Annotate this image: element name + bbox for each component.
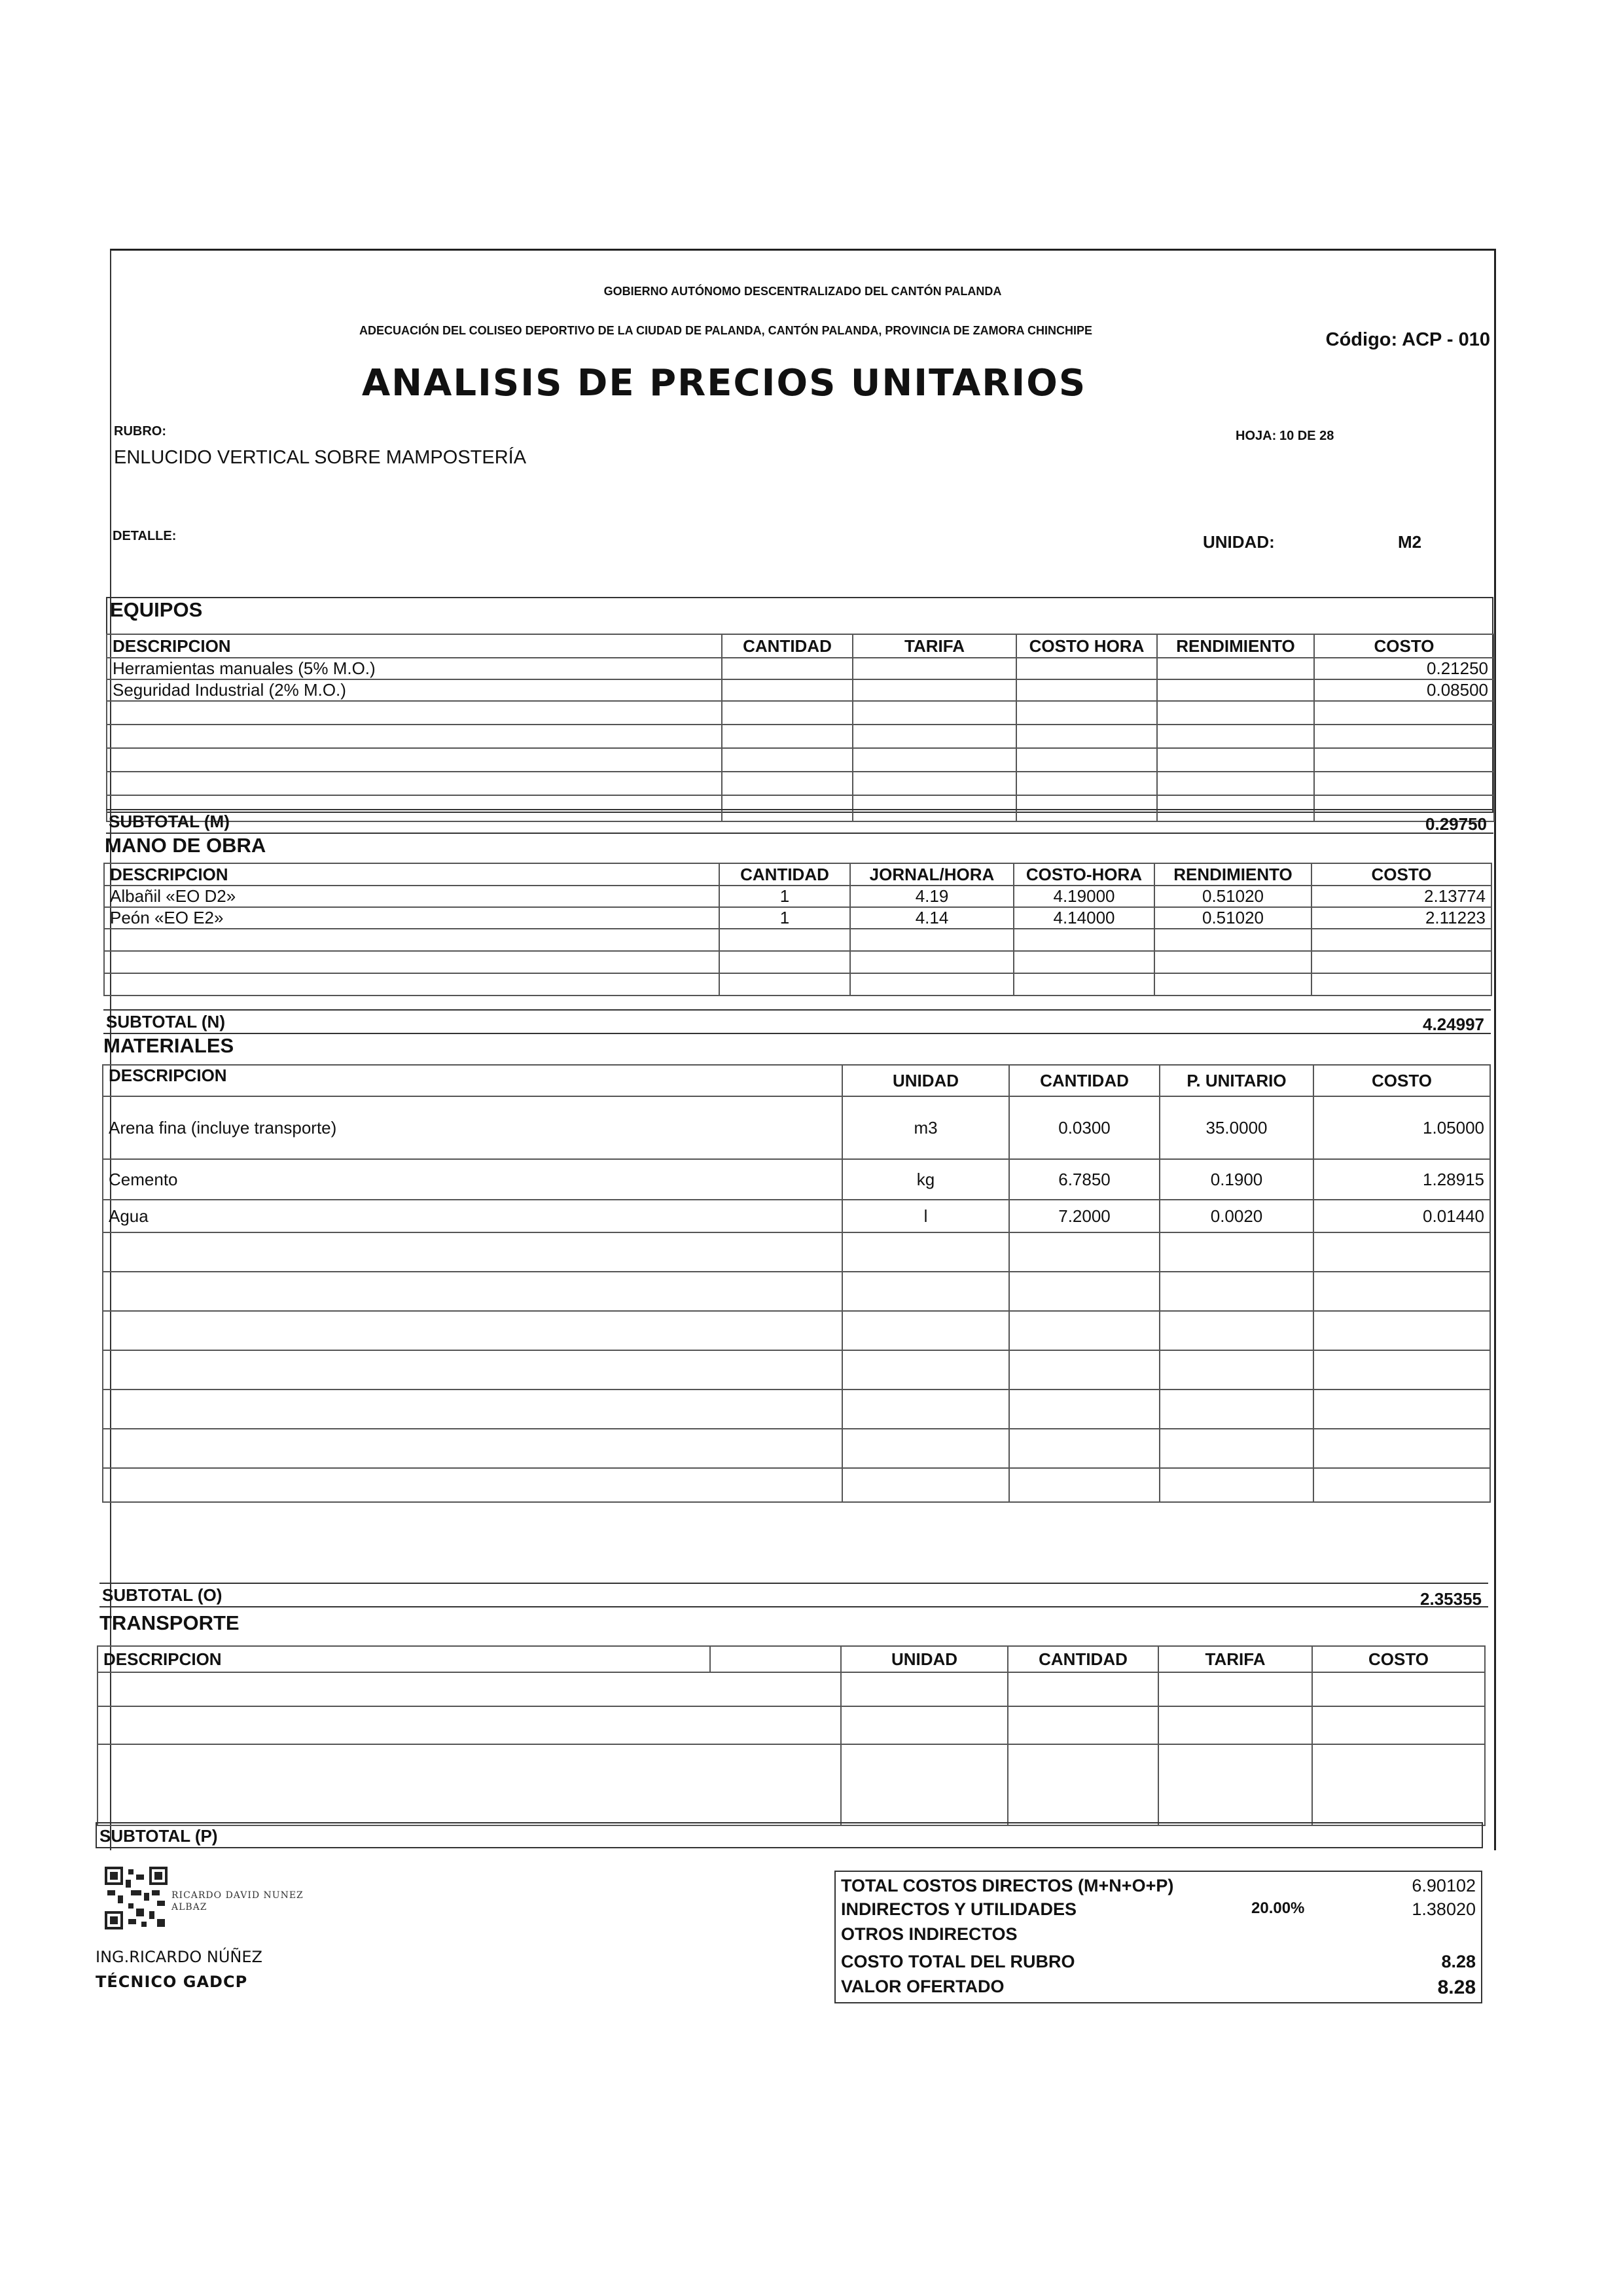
row-desc: Peón «EO E2» [104, 907, 719, 929]
row-tarifa [853, 658, 1016, 679]
row-jornal: 4.19 [850, 886, 1014, 907]
mano-obra-title: MANO DE OBRA [105, 834, 266, 857]
table-row [107, 658, 1494, 679]
subtotal-label: SUBTOTAL (O) [102, 1585, 223, 1605]
header-descripcion: DESCRIPCION [107, 634, 722, 658]
row-desc: Agua [103, 1200, 842, 1232]
ofertado-label: VALOR OFERTADO [841, 1977, 1005, 1996]
ofertado-row [841, 1977, 1476, 1997]
row-p-unitario: 0.0020 [1160, 1200, 1313, 1232]
header-cantidad: CANTIDAD [1009, 1065, 1160, 1096]
materiales-table [102, 1064, 1491, 1503]
empty-row [103, 1350, 1490, 1390]
total-directos-row [841, 1876, 1476, 1896]
indirectos-pct: 20.00% [1251, 1899, 1305, 1917]
header-blank [710, 1646, 841, 1672]
empty-row [98, 1672, 1485, 1706]
subtotal-label: SUBTOTAL (M) [109, 812, 230, 831]
header-costo: COSTO [1313, 1065, 1490, 1096]
row-p-unitario: 35.0000 [1160, 1096, 1313, 1159]
subtotal-value: 2.35355 [1420, 1589, 1482, 1609]
costo-total-value: 8.28 [1441, 1952, 1476, 1971]
subtotal-label: SUBTOTAL (N) [106, 1012, 225, 1031]
row-desc: Herramientas manuales (5% M.O.) [107, 658, 722, 679]
row-desc: Albañil «EO D2» [104, 886, 719, 907]
empty-row [103, 1272, 1490, 1311]
empty-row [107, 725, 1494, 748]
row-rendimiento: 0.51020 [1154, 886, 1311, 907]
table-header-row [103, 1065, 1490, 1096]
row-unidad: m3 [842, 1096, 1009, 1159]
empty-row [103, 1232, 1490, 1272]
table-row [103, 1096, 1490, 1159]
row-costo: 0.08500 [1314, 679, 1494, 701]
signer-name: ING.RICARDO NÚÑEZ [96, 1948, 262, 1966]
mano-obra-table [103, 863, 1492, 996]
row-costo-hora [1016, 679, 1157, 701]
row-costo-hora: 4.14000 [1014, 907, 1154, 929]
signature-stamp-name-2: ALBAZ [171, 1902, 207, 1912]
totals-box [834, 1871, 1482, 2003]
row-cantidad: 1 [719, 907, 850, 929]
header-costo: COSTO [1312, 1646, 1485, 1672]
table-header-row [104, 863, 1491, 886]
table-row [104, 886, 1491, 907]
row-costo: 2.11223 [1311, 907, 1491, 929]
rubro-label: RUBRO: [114, 424, 166, 439]
equipos-title: EQUIPOS [110, 598, 203, 621]
table-row [104, 907, 1491, 929]
row-costo: 0.01440 [1313, 1200, 1490, 1232]
row-desc: Arena fina (incluye transporte) [103, 1096, 842, 1159]
subtotal-label: SUBTOTAL (P) [99, 1826, 218, 1846]
row-cantidad: 7.2000 [1009, 1200, 1160, 1232]
signer-role: TÉCNICO GADCP [96, 1973, 248, 1991]
header-costo: COSTO [1314, 634, 1494, 658]
header-costo-hora: COSTO-HORA [1014, 863, 1154, 886]
materiales-subtotal [99, 1583, 1488, 1607]
empty-row [103, 1468, 1490, 1502]
project-name: ADECUACIÓN DEL COLISEO DEPORTIVO DE LA CIUDAD DE PALANDA, CANTÓN PALANDA, PROVINCIA DE ZAMORA CHINCHIPE [359, 324, 1093, 337]
hoja-label: HOJA: [1236, 429, 1277, 443]
row-rendimiento [1157, 658, 1314, 679]
equipos-table [106, 634, 1495, 822]
costo-total-row [841, 1952, 1476, 1972]
header-descripcion: DESCRIPCION [98, 1646, 710, 1672]
detalle-label: DETALLE: [113, 529, 177, 543]
costo-total-label: COSTO TOTAL DEL RUBRO [841, 1952, 1075, 1971]
row-desc: Cemento [103, 1159, 842, 1200]
codigo: Código: ACP - 010 [1325, 329, 1490, 350]
row-costo: 2.13774 [1311, 886, 1491, 907]
transporte-table [97, 1645, 1486, 1826]
ofertado-value: 8.28 [1437, 1977, 1476, 1998]
page-title: ANALISIS DE PRECIOS UNITARIOS [361, 362, 1087, 404]
header-p-unitario: P. UNITARIO [1160, 1065, 1313, 1096]
row-cantidad [722, 658, 853, 679]
total-directos-value: 6.90102 [1412, 1876, 1476, 1895]
row-cantidad: 1 [719, 886, 850, 907]
subtotal-value: 4.24997 [1423, 1014, 1484, 1034]
unidad-value: M2 [1398, 532, 1422, 552]
table-row [103, 1159, 1490, 1200]
header-rendimiento: RENDIMIENTO [1154, 863, 1311, 886]
empty-row [103, 1311, 1490, 1350]
row-tarifa [853, 679, 1016, 701]
header-descripcion: DESCRIPCION [104, 863, 719, 886]
table-row [103, 1200, 1490, 1232]
header-descripcion: DESCRIPCION [103, 1065, 842, 1096]
empty-row [104, 973, 1491, 996]
header-tarifa: TARIFA [853, 634, 1016, 658]
empty-row [104, 929, 1491, 951]
row-p-unitario: 0.1900 [1160, 1159, 1313, 1200]
header-costo-hora: COSTO HORA [1016, 634, 1157, 658]
signature-stamp-name: RICARDO DAVID NUNEZ [171, 1890, 304, 1901]
subtotal-value: 0.29750 [1425, 814, 1487, 834]
table-header-row [98, 1646, 1485, 1672]
transporte-subtotal [96, 1822, 1483, 1848]
header-rendimiento: RENDIMIENTO [1157, 634, 1314, 658]
empty-row [107, 701, 1494, 725]
total-directos-label: TOTAL COSTOS DIRECTOS (M+N+O+P) [841, 1876, 1174, 1895]
row-costo: 1.28915 [1313, 1159, 1490, 1200]
transporte-title: TRANSPORTE [99, 1611, 240, 1634]
row-cantidad: 0.0300 [1009, 1096, 1160, 1159]
header-jornal: JORNAL/HORA [850, 863, 1014, 886]
header-costo: COSTO [1311, 863, 1491, 886]
header-unidad: UNIDAD [842, 1065, 1009, 1096]
otros-label: OTROS INDIRECTOS [841, 1924, 1018, 1944]
empty-row [98, 1706, 1485, 1744]
table-header-row [107, 634, 1494, 658]
empty-row [104, 951, 1491, 973]
row-costo: 1.05000 [1313, 1096, 1490, 1159]
equipos-subtotal [106, 809, 1493, 834]
row-unidad: kg [842, 1159, 1009, 1200]
document-sheet [110, 249, 1496, 1850]
rubro-value: ENLUCIDO VERTICAL SOBRE MAMPOSTERÍA [114, 447, 527, 468]
unidad-label: UNIDAD: [1203, 532, 1275, 552]
empty-row [107, 748, 1494, 772]
hoja-value: 10 DE 28 [1279, 429, 1334, 443]
government-name: GOBIERNO AUTÓNOMO DESCENTRALIZADO DEL CANTÓN PALANDA [603, 285, 1002, 298]
row-jornal: 4.14 [850, 907, 1014, 929]
header-cantidad: CANTIDAD [722, 634, 853, 658]
indirectos-value: 1.38020 [1412, 1899, 1476, 1919]
row-rendimiento: 0.51020 [1154, 907, 1311, 929]
empty-row [103, 1429, 1490, 1468]
otros-row [841, 1924, 1476, 1945]
header-cantidad: CANTIDAD [1008, 1646, 1158, 1672]
row-cantidad [722, 679, 853, 701]
row-costo: 0.21250 [1314, 658, 1494, 679]
row-desc: Seguridad Industrial (2% M.O.) [107, 679, 722, 701]
indirectos-row [841, 1899, 1476, 1920]
table-row [107, 679, 1494, 701]
header-cantidad: CANTIDAD [719, 863, 850, 886]
empty-row [107, 772, 1494, 795]
header-tarifa: TARIFA [1158, 1646, 1312, 1672]
row-cantidad: 6.7850 [1009, 1159, 1160, 1200]
indirectos-label: INDIRECTOS Y UTILIDADES [841, 1899, 1077, 1919]
empty-row [103, 1390, 1490, 1429]
row-costo-hora: 4.19000 [1014, 886, 1154, 907]
row-costo-hora [1016, 658, 1157, 679]
row-rendimiento [1157, 679, 1314, 701]
materiales-title: MATERIALES [103, 1034, 234, 1057]
header-unidad: UNIDAD [841, 1646, 1008, 1672]
mano-obra-subtotal [103, 1009, 1491, 1034]
qr-code-icon [105, 1867, 168, 1929]
row-unidad: l [842, 1200, 1009, 1232]
empty-row [98, 1744, 1485, 1825]
